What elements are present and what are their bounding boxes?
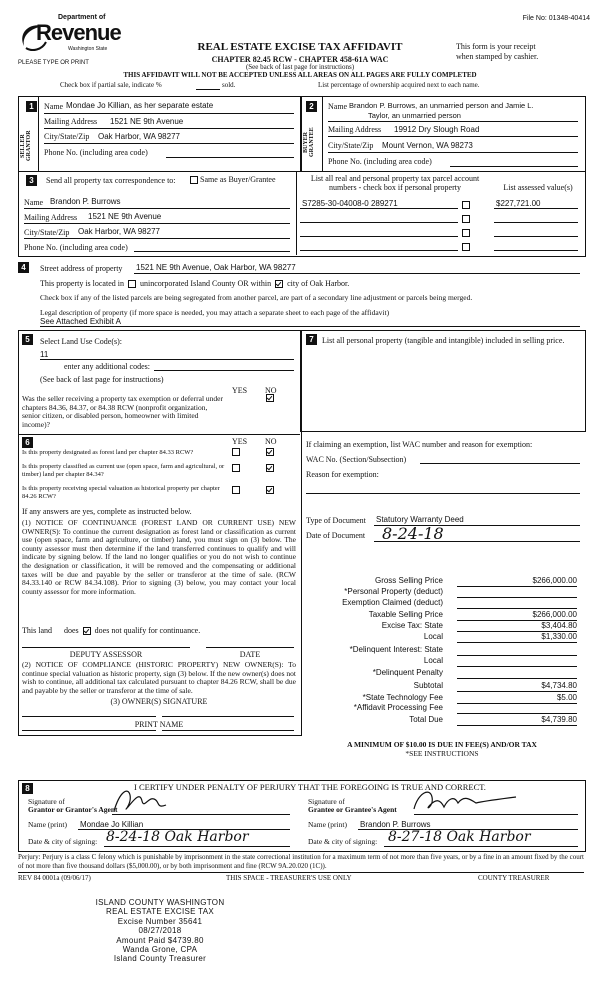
tax-row: Exemption Claimed (deduct) xyxy=(300,598,580,609)
seller-mail-label: Mailing Address xyxy=(44,117,98,126)
buyer-name-label: Name xyxy=(328,102,348,111)
does-label: does xyxy=(64,626,79,635)
tax-row: *Delinquent Interest: State xyxy=(300,645,580,656)
legal-label: Legal description of property (if more space is needed, you may attach a separate sheet to each page of the affidavit) xyxy=(40,308,390,317)
buyer-mail-label: Mailing Address xyxy=(328,125,382,134)
revenue-logo xyxy=(18,14,128,60)
seller-side-label: SELLER GRANTOR xyxy=(20,130,32,162)
land-use-see-back: (See back of last page for instructions) xyxy=(40,375,164,384)
assessed-value: $227,721.00 xyxy=(496,199,541,208)
parcel-number: S7285-30-04008-0 289271 xyxy=(302,199,398,208)
personal-property-label: List all personal property (tangible and intangible) included in selling price. xyxy=(322,336,565,345)
tax-row: *Personal Property (deduct) xyxy=(300,587,580,598)
s6-if-yes: If any answers are yes, complete as instructed below. xyxy=(22,507,192,516)
county-treasurer-label: COUNTY TREASURER xyxy=(478,874,550,882)
grantor-name-print-label: Name (print) xyxy=(28,820,67,829)
logo-name: Revenue xyxy=(36,20,121,45)
grantor-sig-label-2: Grantor or Grantor's Agent xyxy=(28,805,118,814)
s3-name: Brandon P. Burrows xyxy=(50,197,121,206)
located-in-label: This property is located in xyxy=(40,279,124,288)
within-city-label: city of Oak Harbor. xyxy=(287,279,350,288)
receipt-note-1: This form is your receipt xyxy=(456,42,536,51)
buyer-side-label: BUYER GRANTEE xyxy=(303,127,315,157)
minimum-due-note: A MINIMUM OF $10.00 IS DUE IN FEE(S) AND/OR TAX xyxy=(347,740,537,749)
s6-q2-no-checkbox[interactable] xyxy=(266,464,274,472)
land-use-code: 11 xyxy=(40,350,49,359)
parcel-4-checkbox[interactable] xyxy=(462,243,470,251)
grantee-sig-label-2: Grantee or Grantee's Agent xyxy=(308,805,397,814)
s6-question-3: Is this property receiving special valuation as historical property per chapter 84.26 RCW? xyxy=(22,485,220,500)
form-revision: REV 84 0001a (09/06/17) xyxy=(18,874,91,882)
stamp-line-4: 08/27/2018 xyxy=(138,926,182,936)
seller-phone-label: Phone No. (including area code) xyxy=(44,148,148,157)
stamp-line-1: ISLAND COUNTY WASHINGTON xyxy=(95,898,225,907)
doc-type-label: Type of Document xyxy=(306,516,366,525)
section-7-box xyxy=(300,330,586,432)
seller-name-label: Name xyxy=(44,102,64,111)
land-use-label: Select Land Use Code(s): xyxy=(40,337,122,346)
file-number: File No: 01348-40414 xyxy=(522,15,590,22)
legal-description: See Attached Exhibit A xyxy=(40,317,121,326)
s5-no-header: NO xyxy=(265,386,277,395)
tax-row: Subtotal $4,734.80 xyxy=(413,681,577,690)
s5-yes-header: YES xyxy=(232,386,248,395)
parcel-3-checkbox[interactable] xyxy=(462,229,470,237)
s3-name-label: Name xyxy=(24,198,44,207)
logo-state: Washington State xyxy=(68,46,108,52)
stamp-line-6: Wanda Grone, CPA xyxy=(122,945,198,955)
s6-no-header: NO xyxy=(265,437,277,446)
grantor-sig-label-1: Signature of xyxy=(28,797,65,806)
assessed-label: List assessed value(s) xyxy=(503,183,573,192)
parcels-label-2: numbers - check box if personal property xyxy=(329,183,461,192)
street-address: 1521 NE 9th Avenue, Oak Harbor, WA 98277 xyxy=(136,263,296,272)
same-as-buyer-label: Same as Buyer/Grantee xyxy=(200,175,276,184)
s3-phone-label: Phone No. (including area code) xyxy=(24,243,128,252)
buyer-name-1: Brandon P. Burrows, an unmarried person and Jamie L. xyxy=(349,101,534,110)
qualify-label: qualify for continuance. xyxy=(123,626,201,635)
grantee-signature-icon xyxy=(410,785,520,815)
exemption-label: If claiming an exemption, list WAC number and reason for exemption: xyxy=(306,440,533,449)
s3-mail: 1521 NE 9th Avenue xyxy=(88,212,162,221)
s6-q1-no-checkbox[interactable] xyxy=(266,448,274,456)
this-land-label: This land xyxy=(22,626,52,635)
owner-signature-label: (3) OWNER(S) SIGNATURE xyxy=(110,697,208,706)
grantor-date-city-label: Date & city of signing: xyxy=(28,837,98,846)
certify-statement: I CERTIFY UNDER PENALTY OF PERJURY THAT THE FOREGOING IS TRUE AND CORRECT. xyxy=(134,782,486,792)
grantor-name-print: Mondae Jo Killian xyxy=(80,820,144,829)
seller-name: Mondae Jo Killian, as her separate estate xyxy=(66,101,214,110)
s6-question-2: Is this property classified as current use (open space, farm and agricultural, or timber) land per chapter 84.34? xyxy=(22,463,225,478)
section-2-number: 2 xyxy=(306,101,317,112)
section-5-number: 5 xyxy=(22,334,33,345)
tax-row: Local $1,330.00 xyxy=(423,632,577,641)
buyer-phone-label: Phone No. (including area code) xyxy=(328,157,432,166)
buyer-city: Mount Vernon, WA 98273 xyxy=(382,141,473,150)
parcels-label-1: List all real and personal property tax parcel account xyxy=(310,174,480,183)
warning-banner: THIS AFFIDAVIT WILL NOT BE ACCEPTED UNLESS ALL AREAS ON ALL PAGES ARE FULLY COMPLETED xyxy=(123,71,477,79)
tax-row: *Delinquent Penalty xyxy=(300,668,580,679)
does-not-label: does not xyxy=(94,626,122,635)
receipt-note-2: when stamped by cashier. xyxy=(456,52,539,61)
s5-question-1: Was the seller receiving a property tax exemption or deferral under chapters 84.36, 84.37, or 84.38 RCW (nonprofit organization, senior citizen, or disabled person, homeowner with limited income)? xyxy=(22,394,223,429)
s3-city-label: City/State/Zip xyxy=(24,228,70,237)
logo-dept: Department of xyxy=(58,14,106,21)
s6-q1-yes-checkbox[interactable] xyxy=(232,448,240,456)
buyer-city-label: City/State/Zip xyxy=(328,141,374,150)
partial-sale-label: Check box if partial sale, indicate % xyxy=(60,81,162,89)
grantee-date-city-label: Date & city of signing: xyxy=(308,837,378,846)
parcel-2-checkbox[interactable] xyxy=(462,215,470,223)
s5-q1-no-checkbox[interactable] xyxy=(266,394,274,402)
see-back-note: (See back of last page for instructions) xyxy=(245,63,355,71)
s6-q3-no-checkbox[interactable] xyxy=(266,486,274,494)
tax-row: *State Technology Fee $5.00 xyxy=(362,693,577,702)
please-type: PLEASE TYPE OR PRINT xyxy=(18,60,89,66)
tax-row: Gross Selling Price $266,000.00 xyxy=(374,576,577,585)
deputy-date-label: DATE xyxy=(239,650,261,659)
additional-codes-label: enter any additional codes: xyxy=(64,362,150,371)
pct-ownership-note: List percentage of ownership acquired next to each name. xyxy=(318,81,480,89)
stamp-line-2: REAL ESTATE EXCISE TAX xyxy=(106,907,214,917)
stamp-line-7: Island County Treasurer xyxy=(113,954,207,964)
grantor-date-city: 8-24-18 Oak Harbor xyxy=(106,829,249,845)
does-not-checkbox[interactable] xyxy=(83,627,91,635)
section-1-number: 1 xyxy=(26,101,37,112)
s6-yes-header: YES xyxy=(232,437,248,446)
stamp-line-3: Excise Number 35641 xyxy=(117,916,203,926)
unincorporated-checkbox[interactable] xyxy=(128,280,136,288)
section-7-number: 7 xyxy=(306,334,317,345)
page-subtitle: CHAPTER 82.45 RCW - CHAPTER 458-61A WAC xyxy=(211,55,389,64)
section-3-number: 3 xyxy=(26,175,37,186)
street-label: Street address of property xyxy=(40,264,123,273)
s6-notice-1: (1) NOTICE OF CONTINUANCE (FOREST LAND OR CURRENT USE) NEW OWNER(S): To continue the current designation as forest land or classification as current use (open space, farm and agriculture, or timber) land, you must sign on (3) below. The county assessor must then determine if the land transferred continues to qualify and will indicate by signing below. If the land no longer qualifies or you do not wish to continue the designation or classification, it will be removed and the compensating or additional taxes will be due and payable by the seller or transferor at the time of sale. (RCW 84.33.140 or RCW 84.34.108). Prior to signing (3) below, you may contact your local county assessor for more information. xyxy=(22,518,296,596)
tax-row: Local xyxy=(300,656,580,667)
treasurer-stamp xyxy=(80,898,240,964)
grantee-date-city: 8-27-18 Oak Harbor xyxy=(388,829,531,845)
grantee-name-print: Brandon P. Burrows xyxy=(360,820,431,829)
buyer-mail: 19912 Dry Slough Road xyxy=(394,125,480,134)
reason-label: Reason for exemption: xyxy=(306,470,379,479)
within-city-checkbox[interactable] xyxy=(275,280,283,288)
seller-city: Oak Harbor, WA 98277 xyxy=(98,132,180,141)
parcel-1-checkbox[interactable] xyxy=(462,201,470,209)
s3-mail-label: Mailing Address xyxy=(24,213,78,222)
section-8-number: 8 xyxy=(22,783,33,794)
grantee-sig-label-1: Signature of xyxy=(308,797,345,806)
see-instructions: *SEE INSTRUCTIONS xyxy=(405,749,479,758)
s6-q2-yes-checkbox[interactable] xyxy=(232,464,240,472)
s6-notice-2: (2) NOTICE OF COMPLIANCE (HISTORIC PROPERTY) NEW OWNER(S): To continue special valuation as historic property, sign (3) below. If the new owner(s) does not wish to continue, all additional tax calculated pursuant to chapter 84.26 RCW, shall be due and payable by the seller or transferor at the time of sale. xyxy=(22,660,296,695)
tax-row: Taxable Selling Price $266,000.00 xyxy=(368,610,577,619)
same-as-buyer-checkbox[interactable] xyxy=(190,176,198,184)
treasurer-space-label: THIS SPACE - TREASURER'S USE ONLY xyxy=(226,874,352,882)
wac-label: WAC No. (Section/Subsection) xyxy=(306,455,407,464)
perjury-notice: Perjury: Perjury is a class C felony which is punishable by imprisonment in the state correctional institution for a maximum term of not more than five years, or by a fine in an amount fixed by the court of not more than five thousand dollars ($5,000.00), or by both imprisonment and fine (RCW 9A.20.020 (1C)). xyxy=(18,853,584,870)
doc-type: Statutory Warranty Deed xyxy=(376,515,464,524)
tax-row: Total Due $4,739.80 xyxy=(409,715,577,724)
seller-mail: 1521 NE 9th Avenue xyxy=(110,117,184,126)
buyer-name-2: Taylor, an unmarried person xyxy=(368,111,461,120)
section-4-number: 4 xyxy=(18,262,29,273)
s6-q3-yes-checkbox[interactable] xyxy=(232,486,240,494)
tax-row: Excise Tax: State $3,404.80 xyxy=(381,621,577,630)
grantor-signature-icon xyxy=(110,785,170,817)
doc-date-label: Date of Document xyxy=(306,531,366,540)
doc-date: 8-24-18 xyxy=(382,524,444,543)
s3-city: Oak Harbor, WA 98277 xyxy=(78,227,160,236)
tax-row: *Affidavit Processing Fee xyxy=(300,703,580,714)
send-tax-label: Send all property tax correspondence to: xyxy=(46,176,176,185)
section-6-number: 6 xyxy=(22,437,33,448)
deputy-assessor-label: DEPUTY ASSESSOR xyxy=(69,650,143,659)
seller-city-label: City/State/Zip xyxy=(44,132,90,141)
grantee-name-print-label: Name (print) xyxy=(308,820,347,829)
print-name-label: PRINT NAME xyxy=(134,720,184,729)
segregated-label: Check box if any of the listed parcels are being segregated from another parcel, are part of a secondary line adjustment or parcels being merged. xyxy=(40,293,473,302)
page-title: REAL ESTATE EXCISE TAX AFFIDAVIT xyxy=(197,41,403,53)
unincorporated-label: unincorporated Island County OR within xyxy=(139,279,272,288)
partial-sale-sold: sold. xyxy=(222,81,236,89)
s6-question-1: Is this property designated as forest land per chapter 84.33 RCW? xyxy=(22,449,194,456)
stamp-line-5: Amount Paid $4739.80 xyxy=(116,935,204,945)
